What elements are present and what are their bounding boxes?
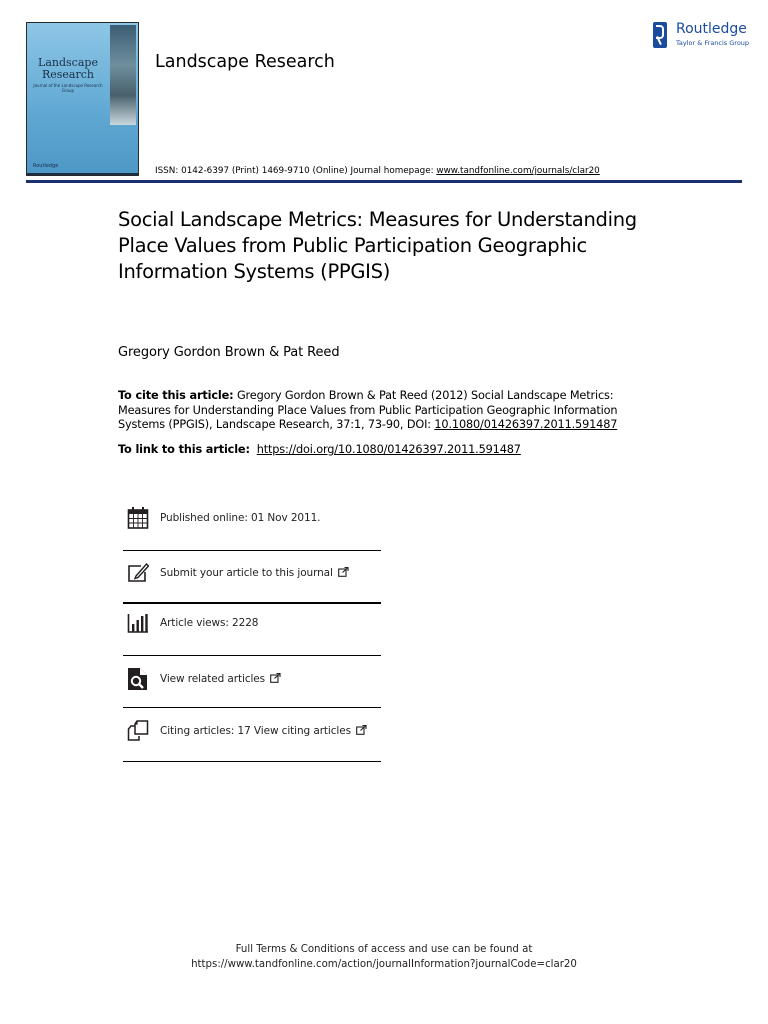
issn-text: ISSN: 0142-6397 (Print) 1469-9710 (Online) Journal homepage: — [155, 166, 437, 176]
article-doi-link[interactable]: https://doi.org/10.1080/01426397.2011.591487 — [256, 443, 521, 456]
pencil-edit-icon — [127, 561, 149, 585]
journal-homepage-link[interactable]: www.tandfonline.com/journals/clar20 — [436, 166, 600, 176]
divider — [123, 550, 381, 551]
published-date: Published online: 01 Nov 2011. — [160, 512, 321, 524]
journal-name: Landscape Research — [155, 52, 335, 72]
citing-articles-link[interactable] — [123, 723, 381, 743]
citation-text: Gregory Gordon Brown & Pat Reed (2012) Social Landscape Metrics: Measures for Understanding Place Values from Public Participation Geographic Information Systems (PPGIS), Landscape Research, 37:1, 73-90, DOI: — [118, 389, 618, 431]
citing-articles-label: Citing articles: 17 View citing articles — [160, 725, 351, 737]
citing-documents-icon — [127, 719, 149, 743]
link-label: To link to this article: — [118, 443, 250, 456]
published-row — [123, 510, 381, 530]
divider — [123, 655, 381, 656]
external-link-icon — [270, 673, 281, 683]
issn-line — [155, 166, 600, 176]
publisher-name: Routledge — [676, 21, 747, 37]
divider — [123, 761, 381, 762]
document-search-icon — [127, 667, 149, 691]
article-views: Article views: 2228 — [160, 617, 259, 629]
submit-article-label: Submit your article to this journal — [160, 567, 333, 579]
article-title: Social Landscape Metrics: Measures for Understanding Place Values from Public Participation Geographic Information Systems (PPGIS) — [118, 208, 637, 283]
citation-label: To cite this article: — [118, 389, 234, 402]
cover-bottom-bar — [27, 173, 138, 175]
bar-chart-icon — [127, 611, 149, 635]
external-link-icon — [338, 567, 349, 577]
article-views-row — [123, 615, 381, 635]
cover-photo — [110, 25, 136, 125]
cover-subtitle: Journal of the Landscape Research Group — [33, 83, 103, 93]
submit-article-link[interactable] — [123, 565, 381, 585]
link-line — [118, 443, 521, 456]
terms-line-1: Full Terms & Conditions of access and use can be found at — [235, 944, 533, 955]
calendar-icon — [127, 506, 149, 530]
terms-footer — [0, 942, 768, 972]
cover-publisher: Routledge — [33, 163, 59, 169]
terms-link[interactable]: https://www.tandfonline.com/action/journalInformation?journalCode=clar20 — [191, 959, 577, 970]
header-divider — [26, 180, 742, 183]
publisher-logo[interactable] — [653, 22, 748, 50]
citation-block — [118, 389, 658, 433]
view-related-articles-link[interactable] — [123, 671, 381, 691]
cover-title: Landscape Research — [38, 56, 98, 81]
citation-doi-link[interactable]: 10.1080/01426397.2011.591487 — [434, 418, 618, 431]
divider — [123, 707, 381, 708]
article-authors: Gregory Gordon Brown & Pat Reed — [118, 345, 340, 360]
journal-cover-image — [26, 22, 139, 176]
view-related-label: View related articles — [160, 673, 266, 685]
publisher-tagline: Taylor & Francis Group — [676, 39, 750, 47]
external-link-icon — [356, 725, 367, 735]
routledge-logo-icon — [653, 22, 667, 48]
divider — [123, 602, 381, 604]
